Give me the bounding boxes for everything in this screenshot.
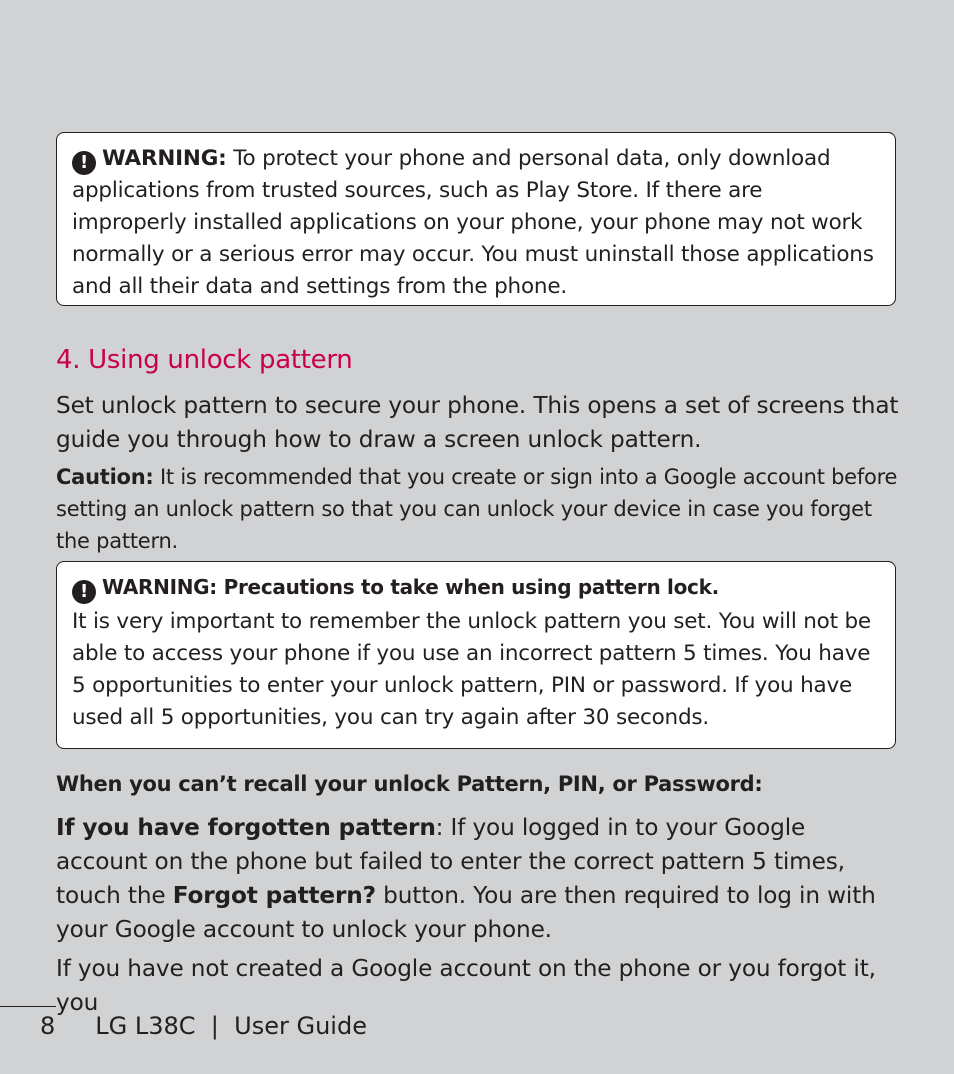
warning-paragraph	[72, 143, 881, 303]
warning-box-install	[56, 132, 896, 306]
exclamation-circle-icon: !	[72, 580, 96, 604]
page-number: 8	[40, 1012, 56, 1040]
section-intro: Set unlock pattern to secure your phone. This opens a set of screens that guide you through how to draw a screen unlock pattern.	[56, 392, 899, 453]
section-heading: 4. Using unlock pattern	[56, 345, 353, 375]
warning-text: It is very important to remember the unlock pattern you set. You will not be able to access your phone if you use an incorrect pattern 5 times. You have 5 opportunities to enter your unlock pattern, PIN or password. If you have used all 5 opportunities, you can try again after 30 seconds.	[72, 609, 871, 730]
warning-title: WARNING: Precautions to take when using pattern lock.	[102, 575, 719, 599]
warning-title-line	[72, 571, 881, 604]
exclamation-circle-icon: !	[72, 151, 96, 175]
forgot-pattern-text-2: button. You are then required to log in with your Google account to unlock your phone.	[56, 882, 876, 943]
recall-heading: When you can’t recall your unlock Pattern, PIN, or Password:	[56, 772, 763, 796]
caution-label: Caution:	[56, 465, 154, 489]
caution-text: It is recommended that you create or sign into a Google account before setting an unlock pattern so that you can unlock your device in case you forget the pattern.	[56, 465, 898, 553]
warning-text: To protect your phone and personal data, only download applications from trusted sources, such as Play Store. If there are improperly installed applications on your phone, your phone may not work normally or a serious error may occur. You must uninstall those applications and all their data and settings from the phone.	[72, 146, 874, 299]
page-footer	[40, 1012, 367, 1040]
forgot-pattern-button-label: Forgot pattern?	[172, 882, 376, 909]
forgot-pattern-paragraph	[56, 811, 901, 947]
footer-rule	[0, 1006, 56, 1007]
no-account-paragraph: If you have not created a Google account on the phone or you forgot it, you	[56, 955, 876, 1016]
footer-title: LG L38C | User Guide	[95, 1012, 367, 1040]
forgot-pattern-label: If you have forgotten pattern	[56, 814, 436, 841]
warning-label: WARNING:	[102, 146, 227, 171]
caution-paragraph	[56, 461, 901, 557]
warning-box-pattern	[56, 561, 896, 749]
forgot-pattern-text-1: : If you logged in to your Google account on the phone but failed to enter the correct pattern 5 times, touch the	[56, 814, 845, 909]
